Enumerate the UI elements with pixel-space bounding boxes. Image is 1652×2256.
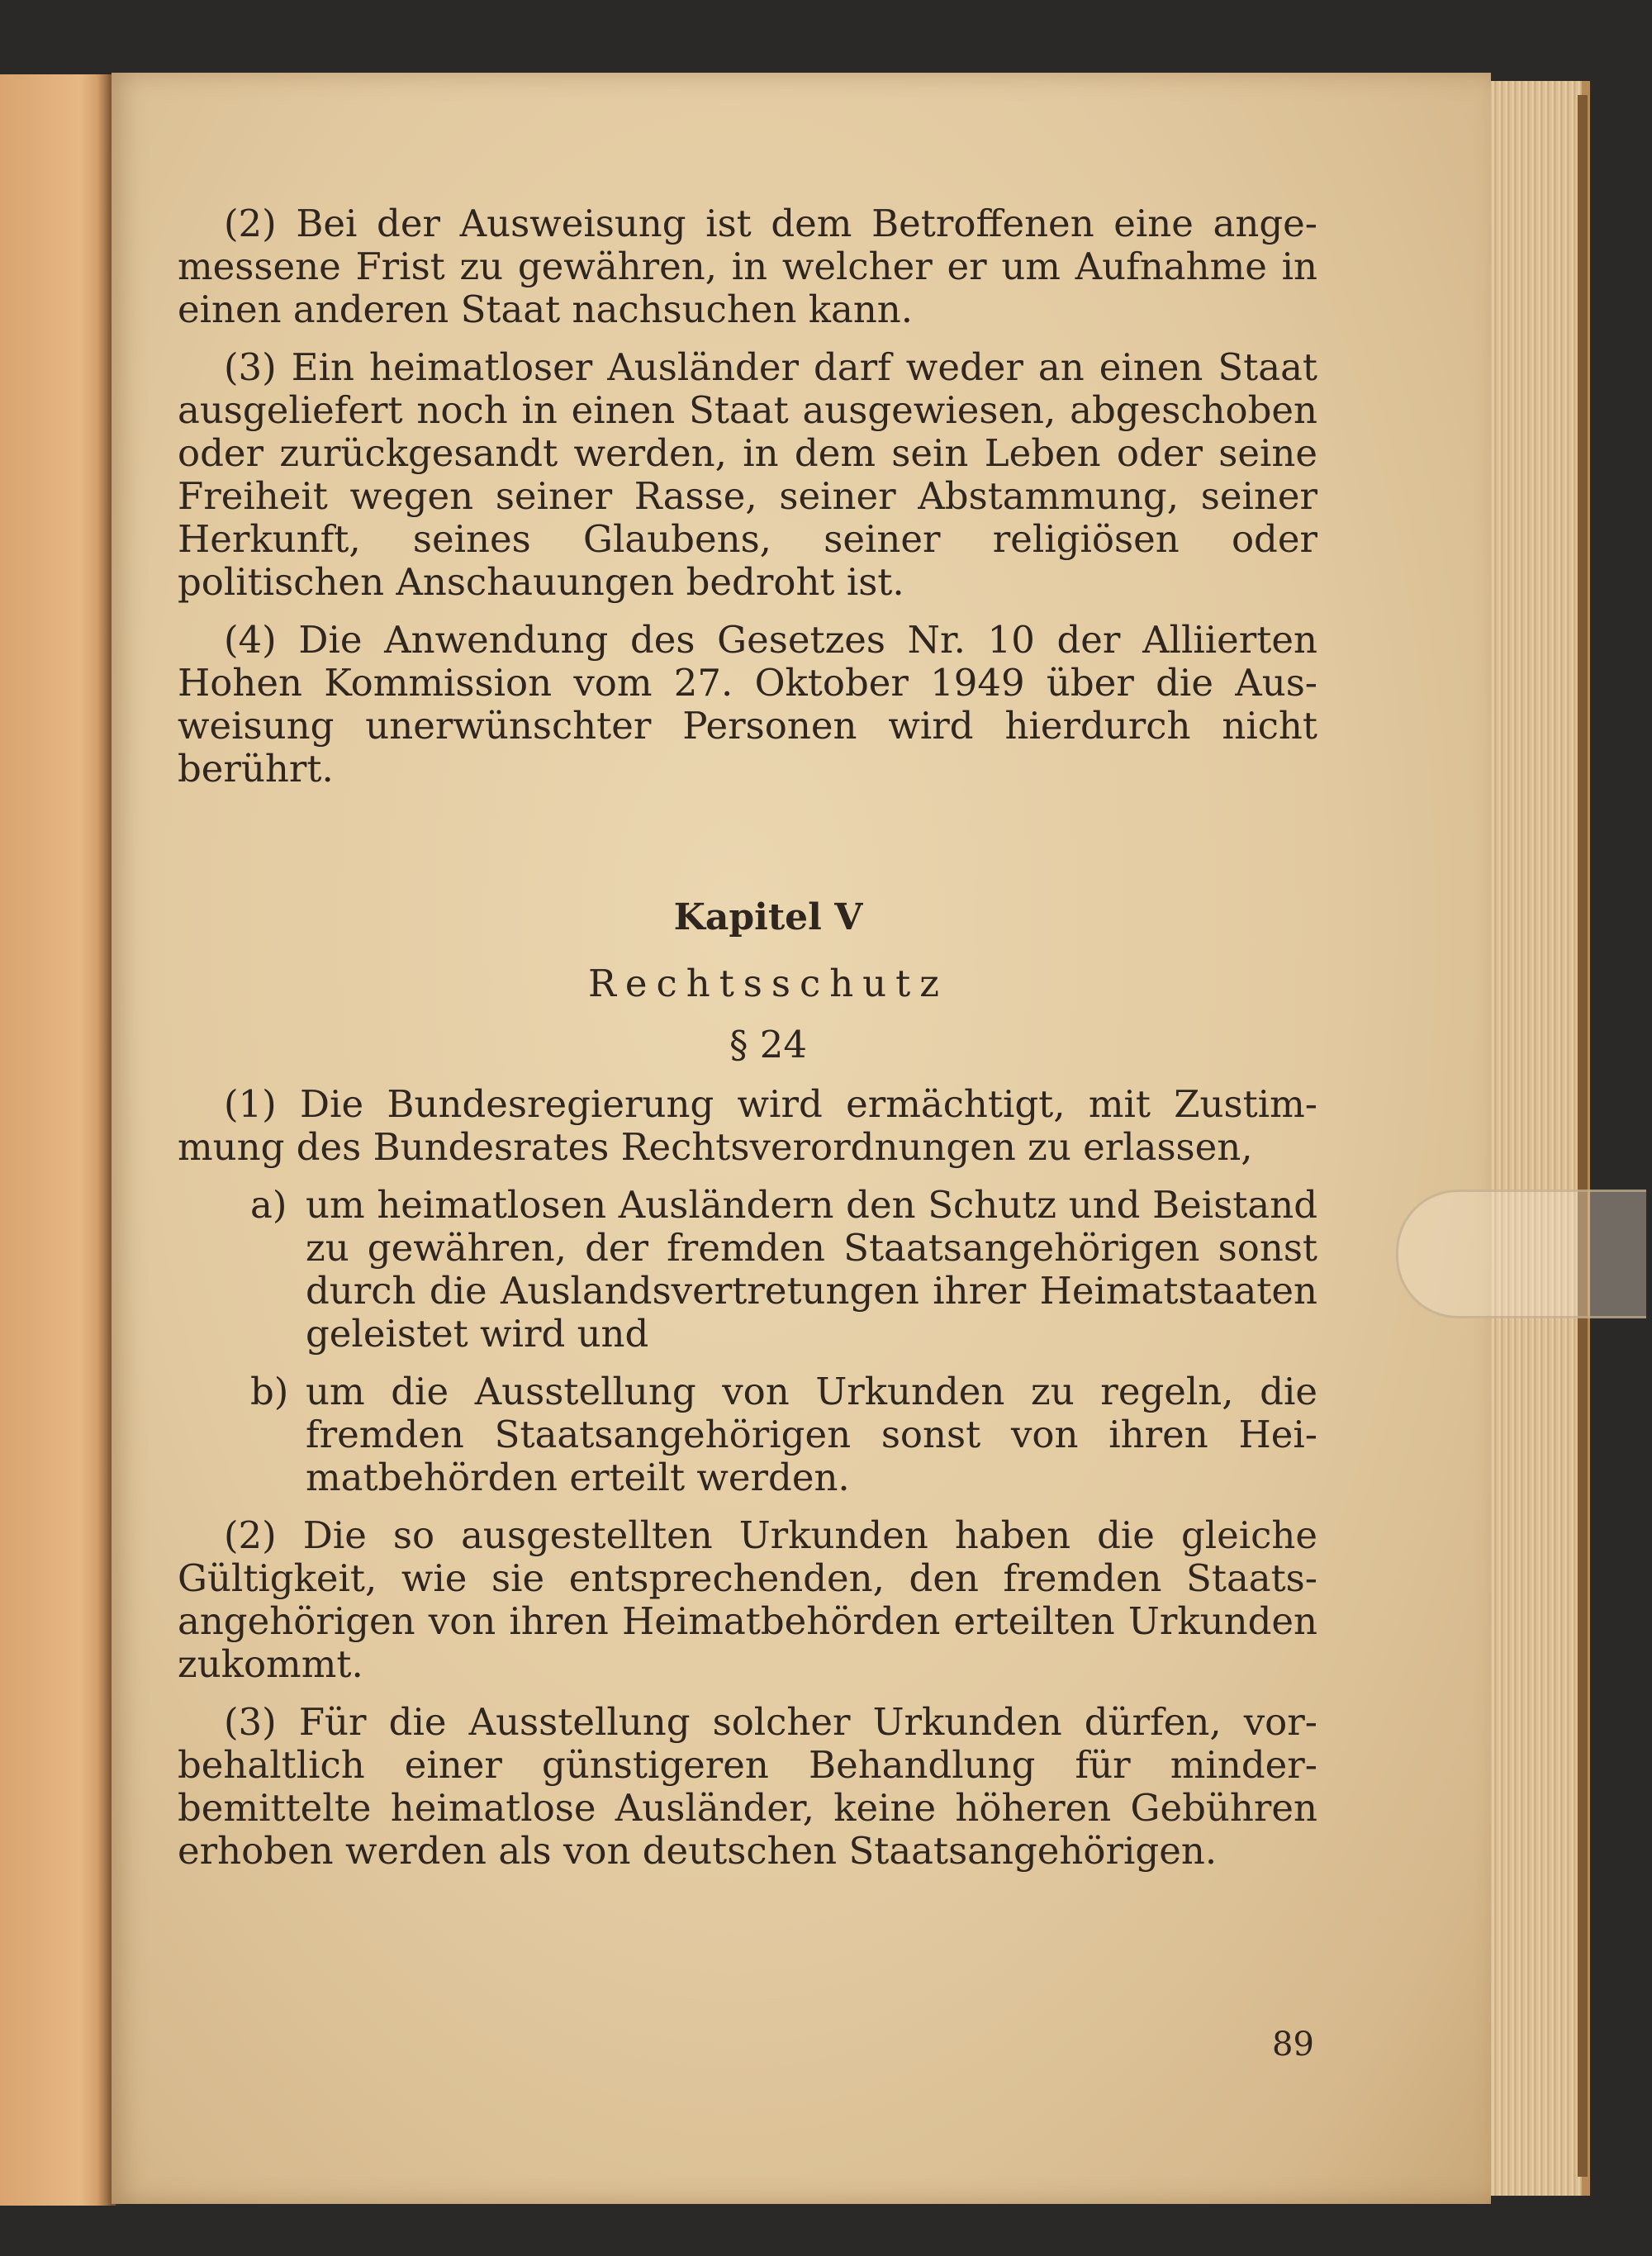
- page-number: 89: [1272, 2026, 1314, 2064]
- book-cover-edge: [1578, 95, 1588, 2177]
- section-paragraph-1: (1) Die Bundesregierung wird ermächtigt, mit Zustimmung des Bundesrates Rechtsverordnungen zu erlassen,: [178, 1082, 1317, 1169]
- paragraph-3: (3) Ein heimatloser Ausländer darf weder an einen Staat ausgeliefert noch in einen Staat ausgewiesen, abgeschoben oder zurückgesandt werden, in dem sein Leben oder seine Freiheit wegen seiner Rasse, seiner Abstammung, seiner Herkunft, seines Glaubens, seiner religiösen oder politischen Anschauungen bedroht ist.: [178, 345, 1317, 604]
- list-item-text: um heimatlosen Ausländern den Schutz und Beistand zu gewähren, der fremden Staatsangehörigen sonst durch die Auslandsvertretungen ihrer Heimatstaaten geleistet wird und: [306, 1183, 1317, 1356]
- section-heading: § 24: [729, 1023, 808, 1066]
- bookmark-clip: [1396, 1190, 1646, 1318]
- chapter-title: Rechtsschutz: [588, 962, 948, 1005]
- paragraph-2: (2) Bei der Ausweisung ist dem Betroffenen eine angemessene Frist zu gewähren, in welcher er um Aufnahme in einen anderen Staat nachsuchen kann.: [178, 202, 1317, 331]
- chapter-heading: Kapitel V: [673, 896, 863, 938]
- list-item-a: [178, 1184, 1317, 1356]
- list-item-b: [178, 1370, 1317, 1499]
- paragraph-4: (4) Die Anwendung des Gesetzes Nr. 10 der Alliierten Hohen Kommission vom 27. Oktober 1949 über die Ausweisung unerwünschter Personen wird hierdurch nicht berührt.: [178, 618, 1317, 791]
- section-paragraph-3: (3) Für die Ausstellung solcher Urkunden dürfen, vorbehaltlich einer günstigeren Behandlung für minderbemittelte heimatlose Ausländer, keine höheren Gebühren erhoben werden als von deutschen Staatsangehörigen.: [178, 1700, 1317, 1873]
- list-item-text: um die Ausstellung von Urkunden zu regeln, die fremden Staatsangehörigen sonst von ihren Heimatbehörden erteilt werden.: [306, 1370, 1317, 1499]
- list-item-label: a): [250, 1183, 287, 1227]
- list-item-label: b): [250, 1370, 289, 1413]
- page-stack-edges: [1491, 81, 1590, 2196]
- page-text: [178, 202, 1317, 1888]
- section-paragraph-2: (2) Die so ausgestellten Urkunden haben die gleiche Gültigkeit, wie sie entsprechenden, den fremden Staatsangehörigen von ihren Heimatbehörden erteilten Urkunden zukommt.: [178, 1513, 1317, 1686]
